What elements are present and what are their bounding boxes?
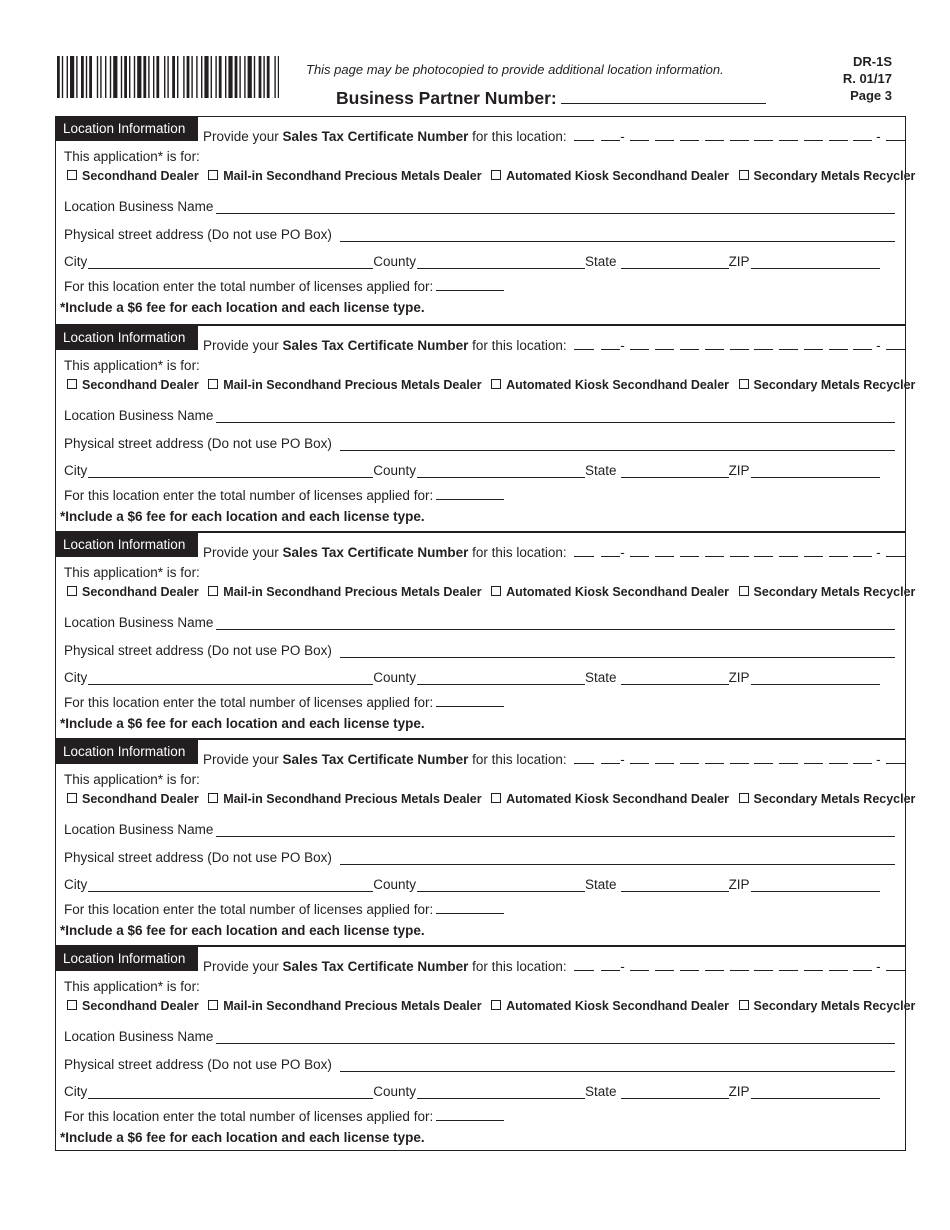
location-section [56,945,916,1154]
barcode-bar [148,56,149,98]
barcode-bar [201,56,202,98]
barcode-bar [62,56,63,98]
option-secondhand-dealer[interactable]: Secondhand Dealer [67,792,199,806]
barcode-bar [113,56,117,98]
business-partner-label: Business Partner Number: [336,88,557,108]
form-revision: R. 01/17 [842,71,892,86]
barcode-bar [100,56,101,98]
sales-tax-cert-row: Provide your Sales Tax Certificate Number for this location: - - [203,751,899,767]
state-field[interactable] [621,672,729,685]
fee-note: *Include a $6 fee for each location and each license type. [60,300,425,315]
address-field[interactable] [340,645,895,658]
location-form [55,116,916,1151]
location-info-tab: Location Information [56,740,198,764]
zip-field[interactable] [751,672,880,685]
barcode-bar [156,56,159,98]
form-number: DR-1S [852,54,892,69]
sales-tax-cert-row: Provide your Sales Tax Certificate Number for this location: - - [203,544,899,560]
address-field[interactable] [340,438,895,451]
license-count-row: For this location enter the total number of licenses applied for: [64,901,895,917]
checkbox[interactable] [208,379,218,389]
barcode-bar [110,56,111,98]
license-count-row: For this location enter the total number of licenses applied for: [64,1108,895,1124]
barcode-bar [143,56,146,98]
barcode-bar [76,56,77,98]
application-for-label: This application* is for: [64,149,200,164]
barcode-bar [215,56,216,98]
barcode-bar [81,56,84,98]
checkbox[interactable] [208,170,218,180]
application-for-label: This application* is for: [64,358,200,373]
zip-field[interactable] [751,879,880,892]
option-secondhand-dealer[interactable]: Secondhand Dealer [67,999,199,1013]
checkbox[interactable] [208,1000,218,1010]
county-field[interactable] [417,672,585,685]
barcode-bar [219,56,222,98]
barcode-bar [121,56,122,98]
option-automated-kiosk[interactable]: Automated Kiosk Secondhand Dealer [491,585,729,599]
checkbox[interactable] [491,379,501,389]
state-field[interactable] [621,1086,729,1099]
barcode-bar [278,56,279,98]
business-name-row: Location Business Name [64,615,895,630]
barcode-bar [274,56,275,98]
option-secondhand-dealer[interactable]: Secondhand Dealer [67,378,199,392]
option-secondary-metals[interactable]: Secondary Metals Recycler [739,378,916,392]
option-secondary-metals[interactable]: Secondary Metals Recycler [739,999,916,1013]
barcode-bar [134,56,135,98]
barcode-bar [105,56,106,98]
form-id [843,53,892,104]
checkbox[interactable] [491,586,501,596]
city-field[interactable] [88,672,373,685]
license-count-row: For this location enter the total number of licenses applied for: [64,278,895,294]
sales-tax-cert-row: Provide your Sales Tax Certificate Number for this location: - - [203,337,899,353]
location-section [56,324,916,533]
address-field[interactable] [340,1059,895,1072]
checkbox[interactable] [491,793,501,803]
business-name-row: Location Business Name [64,822,895,837]
option-mail-in-dealer[interactable]: Mail-in Secondhand Precious Metals Dealer [208,169,481,183]
business-name-field[interactable] [216,1031,895,1044]
barcode-bar [259,56,262,98]
barcode-bar [97,56,98,98]
checkbox[interactable] [67,1000,77,1010]
checkbox[interactable] [67,379,77,389]
barcode-bar [187,56,190,98]
address-row: Physical street address (Do not use PO Box) [64,227,895,242]
fee-note: *Include a $6 fee for each location and each license type. [60,509,425,524]
business-partner-number-field[interactable] [561,86,766,104]
option-automated-kiosk[interactable]: Automated Kiosk Secondhand Dealer [491,169,729,183]
option-secondary-metals[interactable]: Secondary Metals Recycler [739,169,916,183]
city-field[interactable] [88,879,373,892]
checkbox[interactable] [739,586,749,596]
business-name-field[interactable] [216,617,895,630]
zip-field[interactable] [751,1086,880,1099]
address-row: Physical street address (Do not use PO Box) [64,1057,895,1072]
license-count-field[interactable] [436,278,504,291]
checkbox[interactable] [739,170,749,180]
barcode-bar [137,56,141,98]
sales-tax-cert-field[interactable]: - - [570,545,906,560]
barcode-bar [70,56,74,98]
location-section [56,738,916,947]
city-field[interactable] [88,465,373,478]
barcode-bar [167,56,168,98]
barcode-bar [124,56,127,98]
license-count-field[interactable] [436,901,504,914]
location-info-tab: Location Information [56,117,198,141]
state-field[interactable] [621,879,729,892]
option-secondhand-dealer[interactable]: Secondhand Dealer [67,169,199,183]
county-field[interactable] [417,256,585,269]
barcode-bar [67,56,68,98]
option-automated-kiosk[interactable]: Automated Kiosk Secondhand Dealer [491,999,729,1013]
barcode-bar [153,56,154,98]
option-automated-kiosk[interactable]: Automated Kiosk Secondhand Dealer [491,792,729,806]
checkbox[interactable] [67,793,77,803]
business-partner-number [336,86,766,109]
business-name-row: Location Business Name [64,1029,895,1044]
barcode-bar [196,56,197,98]
barcode-bar [211,56,212,98]
license-type-options [67,378,916,392]
county-field[interactable] [417,1086,585,1099]
checkbox[interactable] [67,586,77,596]
barcode-bar [235,56,238,98]
location-section [56,531,916,740]
checkbox[interactable] [739,793,749,803]
checkbox[interactable] [739,379,749,389]
barcode-bar [263,56,264,98]
license-count-field[interactable] [436,1108,504,1121]
business-name-field[interactable] [216,410,895,423]
option-secondary-metals[interactable]: Secondary Metals Recycler [739,585,916,599]
sales-tax-cert-row: Provide your Sales Tax Certificate Number for this location: - - [203,958,899,974]
city-field[interactable] [88,256,373,269]
location-info-tab: Location Information [56,947,198,971]
checkbox[interactable] [491,1000,501,1010]
checkbox[interactable] [491,170,501,180]
city-county-state-zip-row: City County State ZIP [64,463,895,478]
barcode-bar [57,56,60,98]
page-number: Page 3 [850,88,892,103]
checkbox[interactable] [67,170,77,180]
barcode-bar [172,56,175,98]
sales-tax-cert-field[interactable]: - - [570,959,906,974]
license-type-options [67,585,916,599]
checkbox[interactable] [208,586,218,596]
location-info-tab: Location Information [56,533,198,557]
business-name-row: Location Business Name [64,408,895,423]
city-county-state-zip-row: City County State ZIP [64,1084,895,1099]
barcode-bar [183,56,184,98]
barcode-bar [267,56,270,98]
county-field[interactable] [417,879,585,892]
address-row: Physical street address (Do not use PO Box) [64,436,895,451]
license-count-field[interactable] [436,694,504,707]
barcode [57,56,279,98]
license-type-options [67,792,916,806]
barcode-bar [239,56,240,98]
city-county-state-zip-row: City County State ZIP [64,254,895,269]
state-field[interactable] [621,465,729,478]
option-secondary-metals[interactable]: Secondary Metals Recycler [739,792,916,806]
barcode-bar [244,56,245,98]
barcode-bar [89,56,92,98]
license-type-options [67,999,916,1013]
address-row: Physical street address (Do not use PO Box) [64,643,895,658]
barcode-bar [248,56,252,98]
county-field[interactable] [417,465,585,478]
barcode-bar [164,56,165,98]
barcode-bar [86,56,87,98]
option-mail-in-dealer[interactable]: Mail-in Secondhand Precious Metals Dealer [208,999,481,1013]
fee-note: *Include a $6 fee for each location and each license type. [60,716,425,731]
barcode-bar [254,56,255,98]
sales-tax-cert-field[interactable]: - - [570,129,906,144]
city-county-state-zip-row: City County State ZIP [64,670,895,685]
checkbox[interactable] [208,793,218,803]
option-mail-in-dealer[interactable]: Mail-in Secondhand Precious Metals Dealer [208,378,481,392]
sales-tax-cert-row: Provide your Sales Tax Certificate Number for this location: - - [203,128,899,144]
barcode-bar [129,56,130,98]
business-name-field[interactable] [216,824,895,837]
sales-tax-cert-field[interactable]: - - [570,338,906,353]
fee-note: *Include a $6 fee for each location and each license type. [60,923,425,938]
address-row: Physical street address (Do not use PO Box) [64,850,895,865]
license-type-options [67,169,916,183]
barcode-bar [191,56,192,98]
license-count-row: For this location enter the total number of licenses applied for: [64,694,895,710]
address-field[interactable] [340,852,895,865]
application-for-label: This application* is for: [64,979,200,994]
state-field[interactable] [621,256,729,269]
address-field[interactable] [340,229,895,242]
business-name-row: Location Business Name [64,199,895,214]
location-info-tab: Location Information [56,326,198,350]
option-mail-in-dealer[interactable]: Mail-in Secondhand Precious Metals Dealer [208,585,481,599]
application-for-label: This application* is for: [64,772,200,787]
fee-note: *Include a $6 fee for each location and each license type. [60,1130,425,1145]
option-mail-in-dealer[interactable]: Mail-in Secondhand Precious Metals Dealer [208,792,481,806]
photocopy-note: This page may be photocopied to provide additional location information. [306,62,724,77]
business-name-field[interactable] [216,201,895,214]
zip-field[interactable] [751,256,880,269]
sales-tax-cert-field[interactable]: - - [570,752,906,767]
zip-field[interactable] [751,465,880,478]
barcode-bar [228,56,232,98]
option-automated-kiosk[interactable]: Automated Kiosk Secondhand Dealer [491,378,729,392]
location-section [56,117,916,324]
checkbox[interactable] [739,1000,749,1010]
application-for-label: This application* is for: [64,565,200,580]
barcode-bar [177,56,178,98]
barcode-bar [225,56,226,98]
barcode-bar [204,56,208,98]
option-secondhand-dealer[interactable]: Secondhand Dealer [67,585,199,599]
license-count-row: For this location enter the total number of licenses applied for: [64,487,895,503]
license-count-field[interactable] [436,487,504,500]
city-county-state-zip-row: City County State ZIP [64,877,895,892]
city-field[interactable] [88,1086,373,1099]
